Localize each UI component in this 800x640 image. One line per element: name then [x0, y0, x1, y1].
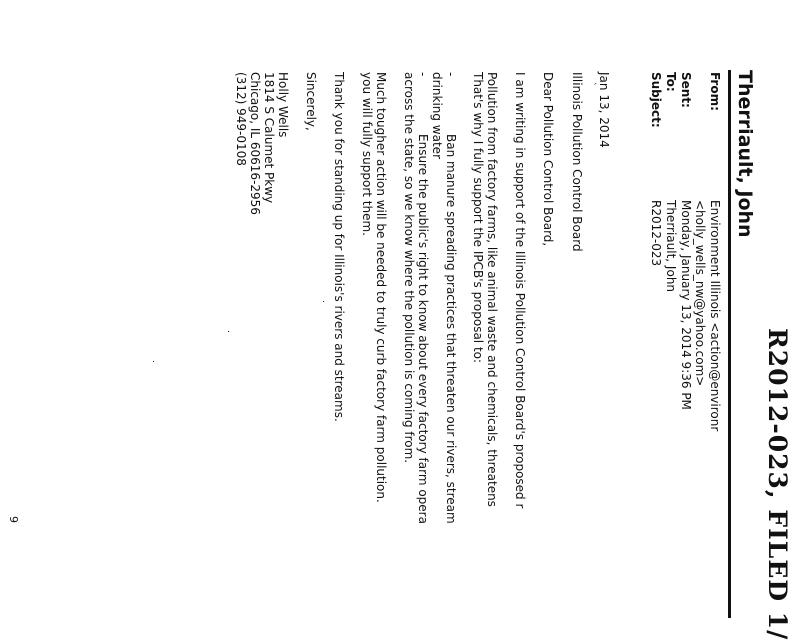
scan-speck: . [320, 300, 330, 303]
paragraph-3: Thank you for standing up for Illinois's rivers and streams. [332, 72, 346, 422]
letter-recipient: Illinois Pollution Control Board [570, 72, 584, 252]
letter-date: Jan 13, 2014 [597, 72, 611, 148]
signer-city: Chicago, IL 60616-2956 [248, 72, 262, 215]
bullet-1-line-2: drinking water [430, 72, 444, 159]
filing-stamp: R2012-023, FILED 1/ [763, 328, 792, 640]
paragraph-2-line-2: you will fully support them. [360, 72, 374, 236]
scan-mark: ` [586, 82, 596, 87]
signer-name: Holly Wells [276, 72, 290, 138]
bullet-2-marker: - [416, 72, 430, 77]
scan-speck: . [225, 330, 235, 333]
scan-speck: . [150, 360, 160, 363]
bullet-1-line-1: Ban manure spreading practices that threaten our rivers, stream [444, 134, 458, 524]
page-number: 9 [7, 516, 20, 523]
paragraph-1-line-2: Pollution from factory farms, like animal waste and chemicals, threatens [485, 72, 499, 507]
sent-value: Monday, January 13, 2014 9:36 PM [679, 200, 693, 410]
subject-value: R2012-023 [649, 200, 663, 267]
from-value-line2: <holly_wells_nw@yahoo.com> [693, 200, 707, 387]
signer-phone: (312) 949-0108 [234, 72, 248, 166]
bullet-1-marker: - [444, 72, 458, 77]
from-label: From: [708, 72, 722, 111]
from-value-line1: Environment Illinois <action@environr [708, 200, 722, 432]
subject-label: Subject: [649, 72, 663, 128]
header-divider [728, 70, 731, 618]
bullet-2-line-2: across the state, so we know where the pollution is coming from. [402, 72, 416, 464]
paragraph-1-line-3: That's why I fully support the IPCB's proposal to: [471, 72, 485, 364]
bullet-2-line-1: Ensure the public's right to know about every factory farm opera [416, 134, 430, 524]
letter-closing: Sincerely, [304, 72, 318, 131]
signer-street: 1814 S Calumet Pkwy [262, 72, 276, 204]
paragraph-1-line-1: I am writing in support of the Illinois Pollution Control Board's proposed r [513, 72, 527, 509]
sent-label: Sent: [679, 72, 693, 108]
paragraph-2-line-1: Much tougher action will be needed to truly curb factory farm pollution. [374, 72, 388, 503]
to-value: Therriault, John [664, 200, 678, 293]
letter-salutation: Dear Pollution Control Board, [541, 72, 555, 247]
sender-name-heading: Therriault, John [734, 70, 756, 238]
to-label: To: [664, 72, 678, 92]
